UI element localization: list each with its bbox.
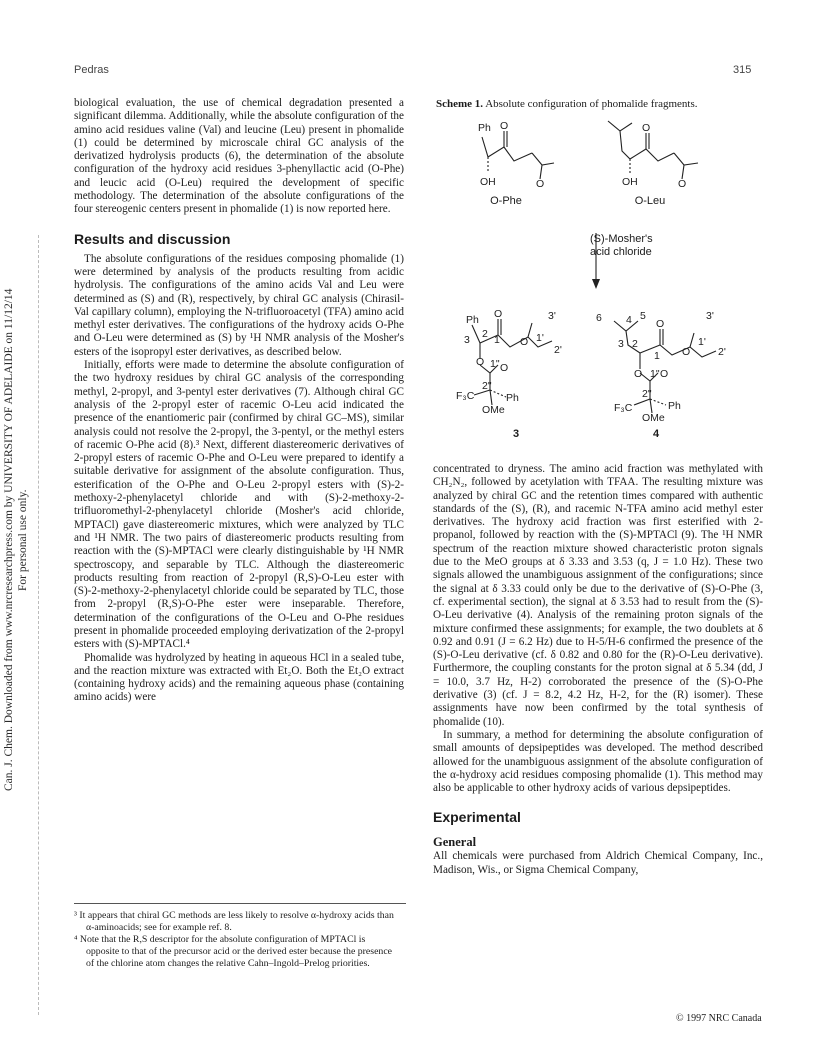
svg-text:2": 2" (482, 380, 492, 392)
svg-text:O: O (678, 178, 687, 190)
svg-text:OH: OH (480, 176, 496, 188)
svg-text:OMe: OMe (642, 412, 665, 424)
watermark-line-2: For personal use only. (17, 489, 29, 591)
reagent-line-1: (S)-Mosher's (590, 233, 653, 245)
results-heading: Results and discussion (74, 230, 231, 247)
svg-text:1': 1' (536, 332, 544, 344)
svg-text:2: 2 (632, 338, 638, 350)
svg-text:OMe: OMe (482, 404, 505, 416)
svg-text:4: 4 (626, 314, 632, 326)
svg-text:3: 3 (464, 334, 470, 346)
results-paragraph-3: Phomalide was hydrolyzed by heating in aqueous HCl in a sealed tube, and the reaction mixture was extracted with Et₂O. Both the Et₂O extract (containing hydroxy acids) and the remaining aqueous phase (containing amino acids) were (74, 651, 404, 704)
svg-text:Ph: Ph (506, 392, 519, 404)
left-column (74, 97, 404, 705)
svg-text:O: O (656, 318, 665, 330)
svg-text:O: O (476, 356, 485, 368)
label-o-leu: O-Leu (634, 195, 666, 207)
footnote-4: ⁴ Note that the R,S descriptor for the absolute configuration of MPTACl is opposite to that of the precursor acid or the derived ester because the presence of the chlorine atom changes the relative Cahn–Ingold–Prelog priorities. (74, 934, 393, 969)
right-paragraph-1: concentrated to dryness. The amino acid fraction was methylated with CH₂N₂, followed by acetylation with TFAA. The resulting mixture was analyzed by chiral GC and the retention times compared with authentic standards of the (S), (R), and racemic N-TFA amino acid methyl ester derivatives. The hydroxy acid fraction was first esterified with 2-propanol, followed by reaction with the (S)-MPTACl (9). The ¹H NMR spectrum of the reaction mixture showed characteristic proton signals due to the MeO groups at δ 3.33 and 3.53 (q, J = 1.0 Hz). These two signals allowed the unambiguous assignment of the configurations; since the signal at δ 3.33 could only be due to the derivative of (S)-O-Phe (3, cf. experimental section), the signal at δ 3.53 had to result from the (S)-O-Leu derivative (4). Analysis of the remaining proton signals of the mixture confirmed these assignments; for example, the two doublets at δ 0.92 and 0.91 (J = 6.2 Hz) due to H-5/H-6 confirmed the presence of the (S)-O-Leu derivative (cf. δ 0.82 and 0.80 for the (R)-O-Leu derivative). Furthermore, the coupling constants for the proton signal at δ 5.34 (dd, J = 10.0, 3.7 Hz, H-2) corroborated the presence of the (S)-O-Phe derivative (3) (cf. J = 8.2, 4.2 Hz, H-2, for the (R) isomer). These assignments have now been confirmed by the total synthesis of phomalide (10). (433, 463, 763, 728)
reagent-line-2: acid chloride (590, 246, 652, 258)
margin-dotted-line (38, 235, 39, 1015)
svg-text:3': 3' (548, 310, 556, 322)
svg-text:OH: OH (622, 176, 638, 188)
svg-text:1': 1' (698, 336, 706, 348)
running-head-author: Pedras (74, 64, 109, 76)
svg-text:Ph: Ph (668, 400, 681, 412)
download-watermark (2, 210, 38, 870)
svg-text:1: 1 (654, 350, 660, 362)
svg-text:3: 3 (618, 338, 624, 350)
svg-text:1": 1" (490, 358, 500, 370)
svg-text:1: 1 (494, 334, 500, 346)
svg-text:O: O (536, 178, 545, 190)
svg-text:2": 2" (642, 388, 652, 400)
right-column (433, 463, 763, 877)
svg-text:2': 2' (718, 346, 726, 358)
svg-text:3': 3' (706, 310, 714, 322)
reagent-label (590, 233, 680, 259)
svg-text:O: O (634, 368, 643, 380)
svg-text:O: O (494, 308, 503, 320)
general-subheading: General (433, 835, 477, 850)
footnote-rule (74, 903, 406, 904)
scheme-1-structures (436, 115, 776, 450)
svg-text:O: O (500, 120, 509, 132)
compound-3-label: 3 (512, 428, 520, 440)
footnotes (74, 910, 394, 970)
scheme-caption-text: Absolute configuration of phomalide fragments. (485, 98, 698, 110)
svg-text:Ph: Ph (478, 122, 491, 134)
intro-paragraph: biological evaluation, the use of chemical degradation presented a significant dilemma. Additionally, while the absolute configuration of the amino acid residues valine (Val) and leucine (Leu) present in phomalide (1) could be determined by microscale chiral GC analysis of the derivatized hydrolysis products (6), the determination of the absolute configuration of the hydroxy acid residues 3-phenyllactic acid (O-Phe) and leucic acid (O-Leu) required the development of specific methodology. The determination of the absolute configurations of the four stereogenic centers present in phomalide (1) is now reported here. (74, 97, 404, 216)
svg-text:2': 2' (554, 344, 562, 356)
svg-text:O: O (682, 346, 691, 358)
experimental-heading: Experimental (433, 809, 521, 826)
results-paragraph-1: The absolute configurations of the residues composing phomalide (1) were determined by analysis of the products resulting from acidic hydrolysis. The configurations of the amino acids Val and Leu were determined as (S) and (R), respectively, by chiral GC analysis (Chirasil-Val capillary column), employing the N-trifluoroacetyl (TFA) amino acid methyl ester derivatives. The configurations of the hydroxy acids O-Phe and O-Leu were determined as (S) by ¹H NMR analysis of the Mosher's esters of the isopropyl ester derivatives, as described below. (74, 252, 404, 358)
svg-text:F₃C: F₃C (456, 390, 475, 402)
svg-text:O: O (520, 336, 529, 348)
scheme-caption-label: Scheme 1. (436, 98, 484, 110)
watermark-line-1: Can. J. Chem. Downloaded from www.nrcresearchpress.com by UNIVERSITY OF ADELAIDE on 11/12/14 (3, 288, 15, 792)
right-paragraph-2: In summary, a method for determining the absolute configuration of small amounts of depsipeptides was developed. The method described allowed for the unambiguous assignment of the absolute configuration of the α-hydroxy acid residues composing phomalide (1). This method may also be applicable to other hydroxy acids of various depsipeptides. (433, 728, 763, 795)
svg-text:5: 5 (640, 310, 646, 322)
page-number: 315 (733, 64, 752, 76)
svg-text:6: 6 (596, 312, 602, 324)
copyright-notice: © 1997 NRC Canada (676, 1013, 762, 1024)
svg-text:1": 1" (650, 368, 660, 380)
scheme-caption (436, 98, 776, 110)
label-o-phe: O-Phe (490, 195, 522, 207)
svg-text:O: O (500, 362, 509, 374)
footnote-3: ³ It appears that chiral GC methods are less likely to resolve α-hydroxy acids than α-aminoacids; see for example ref. 8. (74, 910, 394, 933)
compound-4-label: 4 (652, 428, 660, 440)
svg-text:O: O (642, 122, 651, 134)
svg-text:F₃C: F₃C (614, 402, 633, 414)
svg-text:O: O (660, 368, 669, 380)
general-paragraph: All chemicals were purchased from Aldrich Chemical Company, Inc., Madison, Wis., or Sigma Chemical Company, (433, 850, 763, 876)
results-paragraph-2: Initially, efforts were made to determine the absolute configuration of the two hydroxy residues by chiral GC analysis of the corresponding methyl, 2-propyl, and 3-pentyl ester derivatives (7). Although chiral GC analysis of the 2-propyl ester of racemic O-Leu acid indicated the presence of the enantiomeric pair (confirmed by chiral GC–MS), similar analysis could not resolve the 2-propyl, the 3-pentyl, or the methyl esters of racemic O-Phe acid (8).³ Next, different diastereomeric derivatives of 2-propyl esters of racemic O-Phe and O-Leu were prepared to identify a suitable derivative for assignment of the absolute configuration. Thus, esterification of the O-Phe and O-Leu 2-propyl esters with (S)-2-methoxy-2-phenylacetyl chloride and with (S)-2-methoxy-2-trifluoromethyl-2-phenylacetyl chloride (Mosher's acid chloride, MPTACl) gave diastereomeric mixtures, which were analyzed by TLC and ¹H NMR. The two pairs of diastereomeric products resulting from reaction with the (S)-MPTACl were clearly distinguishable by ¹H NMR spectroscopy, and separable by TLC. Although the diastereomeric products resulting from reaction of 2-propyl (R,S)-O-Leu ester with (S)-2-methoxy-2-phenylacetyl chloride could be separated by TLC, those from 2-propyl (R,S)-O-Phe ester were inseparable. Therefore, determination of the configurations of the O-Leu and O-Phe residues present in phomalide proceeded employing derivatization of the 2-propyl esters with (S)-MPTACl.⁴ (74, 359, 404, 651)
svg-text:Ph: Ph (466, 314, 479, 326)
svg-text:2: 2 (482, 328, 488, 340)
